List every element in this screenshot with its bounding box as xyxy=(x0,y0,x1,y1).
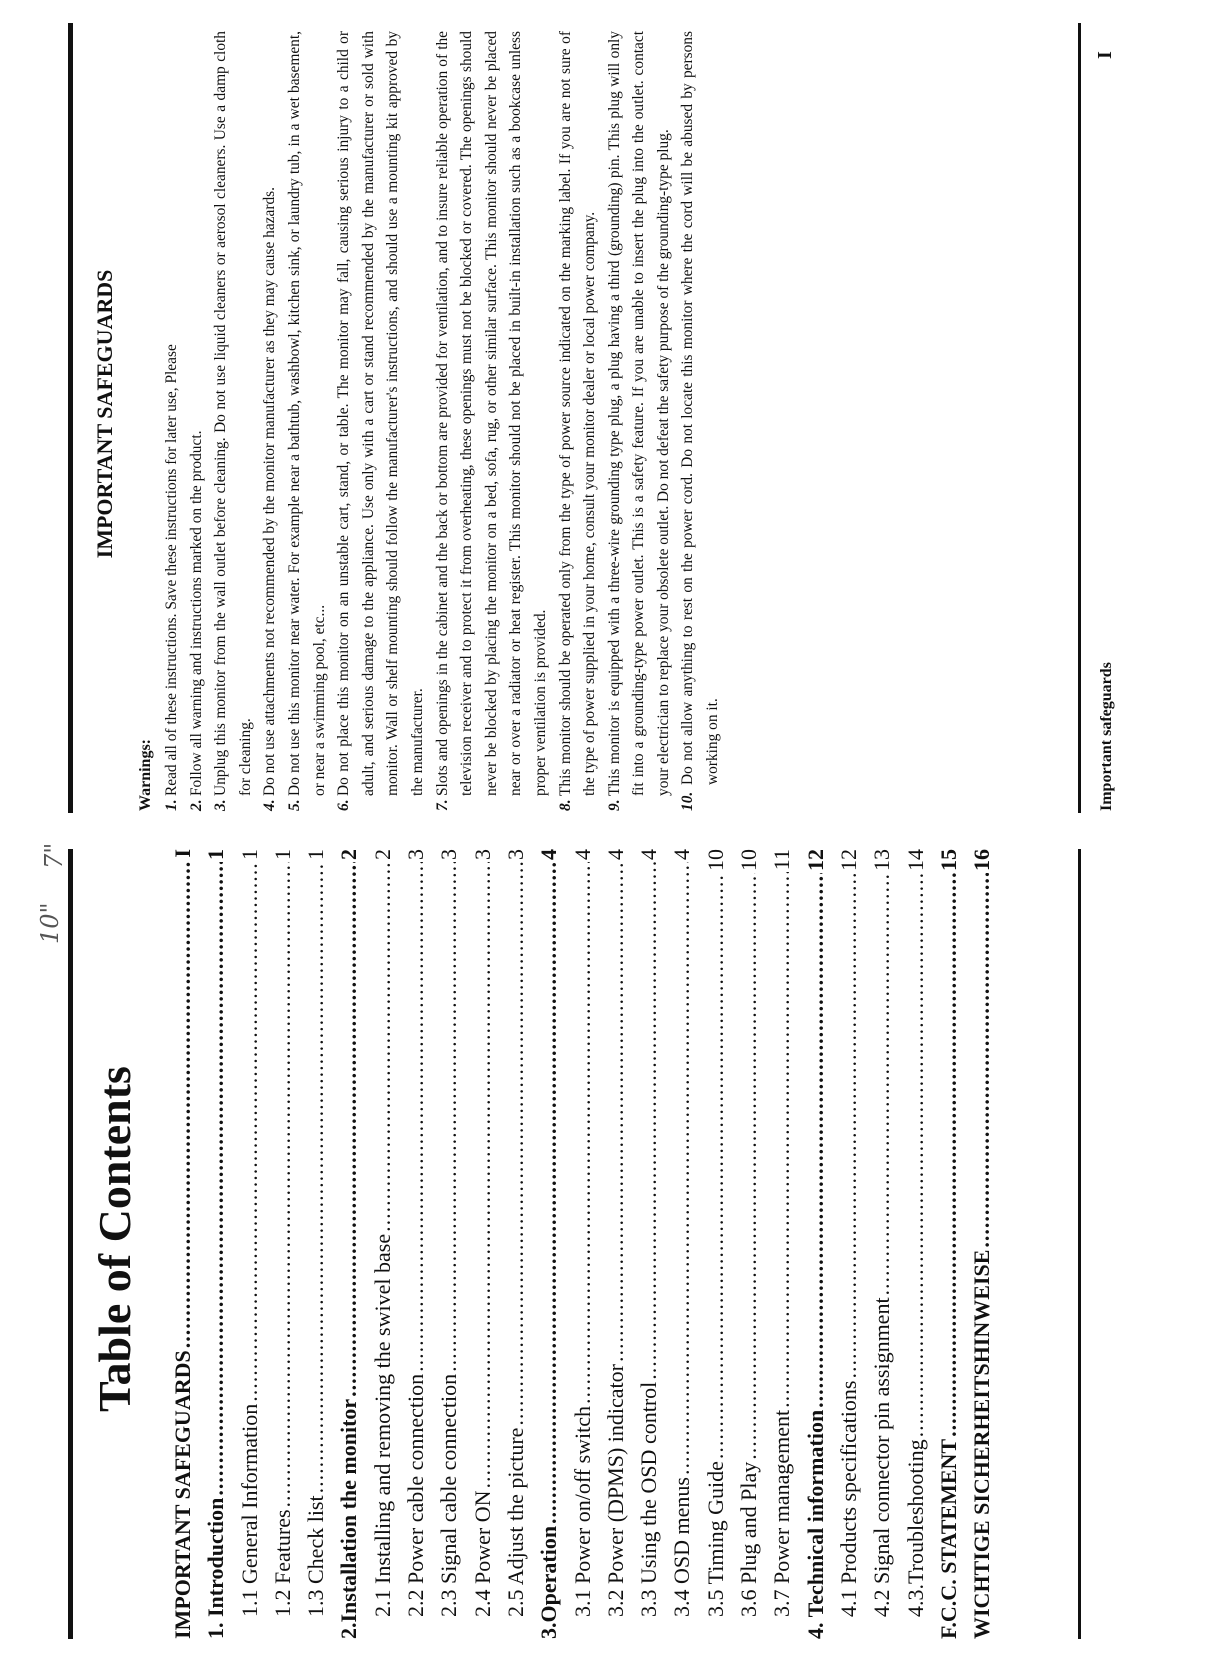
safeguards-list xyxy=(160,31,726,811)
safeguards-top-rule xyxy=(68,23,73,813)
toc-entry[interactable]: 3.6 Plug and Play ..... 10 xyxy=(736,849,769,1639)
toc-list xyxy=(170,849,1002,1639)
toc-entry[interactable]: 4.1 Products specifications ..... 12 xyxy=(836,849,869,1639)
toc-entry[interactable]: WICHTIGE SICHERHEITSHINWEISE ..... 16 xyxy=(969,849,1002,1639)
safeguard-item: 2. Follow all warning and instructions marked on the product. xyxy=(187,430,205,811)
toc-entry[interactable]: 1. Introduction ..... 1 xyxy=(203,849,236,1639)
toc-entry[interactable]: 4.2 Signal connector pin assignment ..... 13 xyxy=(869,849,902,1639)
safeguard-item: 3. Unplug this monitor from the wall outlet before cleaning. Do not use liquid cleaners or aerosol cleaners. Use a damp cloth for cleaning. xyxy=(212,31,254,811)
safeguard-item: 1. Read all of these instructions. Save these instructions for later use, Please xyxy=(163,344,180,811)
handwritten-note-right: 7" xyxy=(40,842,68,869)
toc-entry[interactable]: 4.3.Troubleshooting ..... 14 xyxy=(903,849,936,1639)
toc-entry[interactable]: 1.1 General Information ..... 1 xyxy=(237,849,270,1639)
toc-entry[interactable]: 3.5 Timing Guide ..... 10 xyxy=(703,849,736,1639)
toc-entry[interactable]: 2.2 Power cable connection ..... 3 xyxy=(403,849,436,1639)
toc-entry[interactable]: IMPORTANT SAFEGUARDS ..... I xyxy=(170,849,203,1639)
toc-entry[interactable]: 3.7 Power management ..... 11 xyxy=(769,849,802,1639)
toc-entry[interactable]: 4. Technical information ..... 12 xyxy=(803,849,836,1639)
toc-entry[interactable]: F.C.C. STATEMENT ..... 15 xyxy=(936,849,969,1639)
toc-entry[interactable]: 3.1 Power on/off switch ..... 4 xyxy=(570,849,603,1639)
page-number: I xyxy=(1094,51,1116,59)
toc-entry[interactable]: 2.1 Installing and removing the swivel base ..... 2 xyxy=(370,849,403,1639)
safeguards-title: IMPORTANT SAFEGUARDS xyxy=(92,269,117,559)
toc-entry[interactable]: 2.5 Adjust the picture ..... 3 xyxy=(503,849,536,1639)
toc-entry[interactable]: 3.4 OSD menus ..... 4 xyxy=(669,849,702,1639)
toc-entry[interactable]: 2.4 Power ON ..... 3 xyxy=(470,849,503,1639)
toc-entry[interactable]: 2.3 Signal cable connection ..... 3 xyxy=(436,849,469,1639)
toc-entry[interactable]: 3.2 Power (DPMS) indicator ..... 4 xyxy=(603,849,636,1639)
footer-section-label: Important safeguards xyxy=(1098,662,1115,811)
safeguard-item: 6. Do not place this monitor on an unstable cart, stand, or table. The monitor may fall, causing serious injury to a child or adult, and serious damage to the appliance. Use only with a cart or stand recommended by the manufacturer or sold with monitor. Wall or shelf mounting should follow the manufacturer's instructions, and should use a mounting kit approved by the manufacturer. xyxy=(335,31,426,811)
toc-title: Table of Contents xyxy=(89,1066,140,1412)
safeguard-item: 4. Do not use attachments not recommended by the monitor manufacturer as they may cause hazards. xyxy=(261,186,279,811)
toc-entry[interactable]: 3.Operation ..... 4 xyxy=(536,849,569,1639)
toc-entry[interactable]: 2.Installation the monitor ..... 2 xyxy=(336,849,369,1639)
safeguard-item: 9. This monitor is equipped with a three-wire grounding type plug, a plug having a third (grounding) pin. This plug will only fit into a grounding-type power outlet. This is a safety feature. If you are unable to insert the plug into the outlet. contact your electrician to replace your obsolete outlet. Do not defeat the safety purpose of the grounding-type plug. xyxy=(605,31,672,811)
toc-top-rule xyxy=(68,849,73,1639)
toc-bottom-rule xyxy=(1078,849,1081,1639)
handwritten-note-left: 10" xyxy=(36,902,64,944)
safeguard-item: 5. Do not use this monitor near water. For example near a bathtub, washbowl, kitchen sink, or laundry tub, in a wet basement, or near a swimming pool, etc... xyxy=(285,31,328,811)
safeguards-bottom-rule xyxy=(1078,23,1081,813)
safeguard-item: 8. This monitor should be operated only from the type of power source indicated on the marking label. If you are not sure of the type of power supplied in your home, consult your monitor dealer or local power company. xyxy=(556,31,599,811)
safeguard-item: 7. Slots and openings in the cabinet and the back or bottom are provided for ventilation, and to insure reliable operation of the television receiver and to protect it from overheating, these openings must not be blocked or covered. The openings should never be blocked by placing the monitor on a bed, sofa, rug, or other similar surface. This monitor should never be placed near or over a radiator or heat register. This monitor should not be placed in built-in installation such as a bookcase unless proper ventilation is provided. xyxy=(433,31,549,811)
toc-entry[interactable]: 3.3 Using the OSD control ..... 4 xyxy=(636,849,669,1639)
toc-entry[interactable]: 1.3 Check list ..... 1 xyxy=(303,849,336,1639)
warnings-label: Warnings: xyxy=(137,738,154,811)
toc-entry[interactable]: 1.2 Features ..... 1 xyxy=(270,849,303,1639)
safeguard-item: 10. Do not allow anything to rest on the power cord. Do not locate this monitor where the cord will be abused by persons working on it. xyxy=(679,31,722,811)
